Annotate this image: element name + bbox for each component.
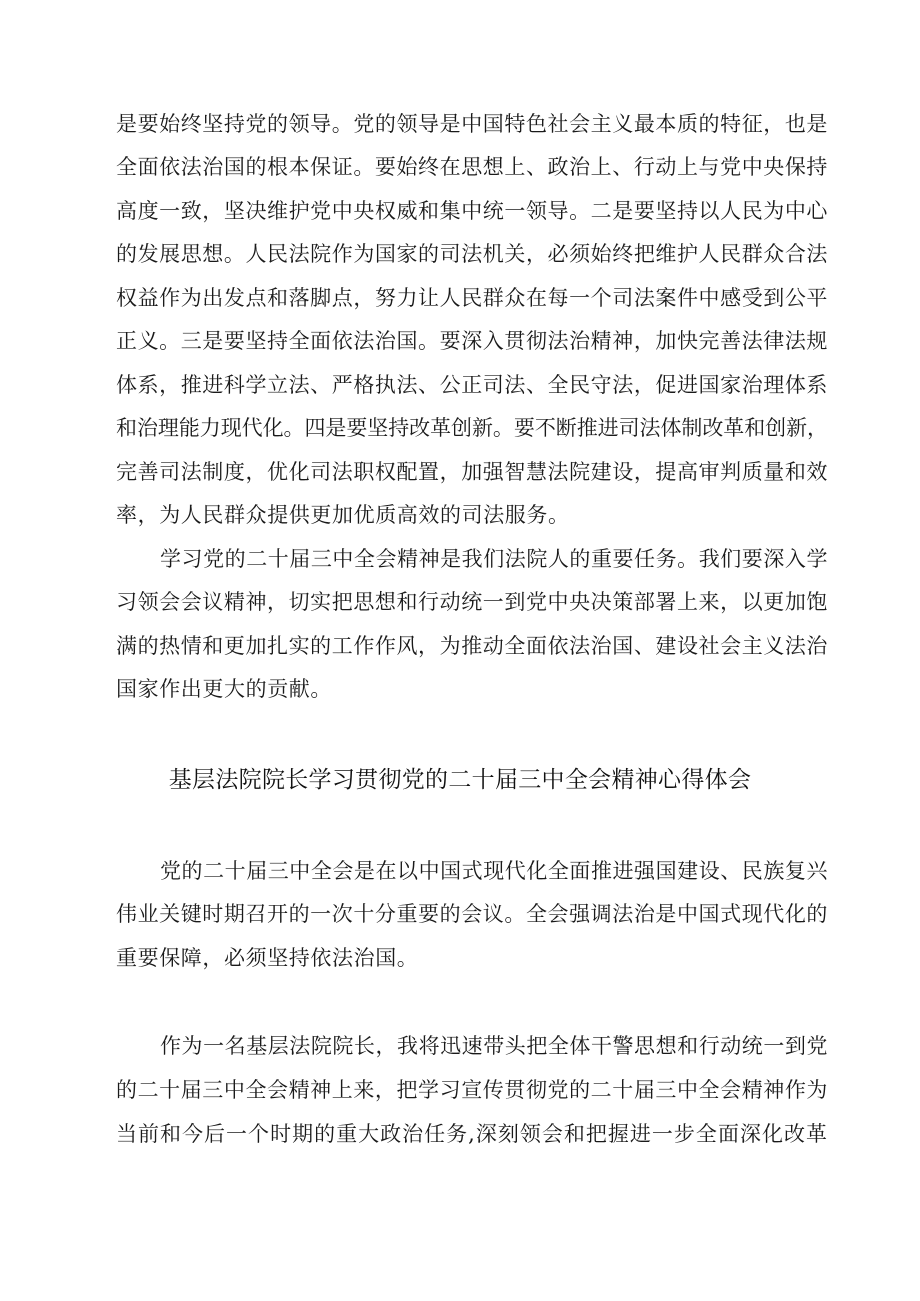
- paragraph-line: 全面依法治国的根本保证。要始终在思想上、政治上、行动上与党中央保持: [116, 155, 829, 179]
- paragraph-line: 高度一致，坚决维护党中央权威和集中统一领导。二是要坚持以人民为中心: [116, 199, 829, 223]
- paragraph-line: 率，为人民群众提供更加优质高效的司法服务。: [116, 503, 570, 527]
- paragraph-line: 伟业关键时期召开的一次十分重要的会议。全会强调法治是中国式现代化的: [116, 902, 829, 926]
- paragraph-line: 正义。三是要坚持全面依法治国。要深入贯彻法治精神，加快完善法律法规: [116, 329, 829, 353]
- paragraph-line: 学习党的二十届三中全会精神是我们法院人的重要任务。我们要深入学: [160, 547, 828, 571]
- paragraph-line: 党的二十届三中全会是在以中国式现代化全面推进强国建设、民族复兴: [160, 859, 828, 883]
- paragraph-line: 的二十届三中全会精神上来，把学习宣传贯彻党的二十届三中全会精神作为: [116, 1078, 829, 1102]
- paragraph-line: 习领会会议精神，切实把思想和行动统一到党中央决策部署上来，以更加饱: [116, 590, 829, 614]
- paragraph-line: 权益作为出发点和落脚点，努力让人民群众在每一个司法案件中感受到公平: [116, 286, 829, 310]
- paragraph-line: 当前和今后一个时期的重大政治任务,深刻领会和把握进一步全面深化改革: [116, 1122, 828, 1146]
- paragraph-line: 完善司法制度，优化司法职权配置，加强智慧法院建设，提高审判质量和效: [116, 460, 829, 484]
- paragraph-line: 体系，推进科学立法、严格执法、公正司法、全民守法，促进国家治理体系: [116, 373, 829, 397]
- paragraph-line: 和治理能力现代化。四是要坚持改革创新。要不断推进司法体制改革和创新，: [116, 416, 828, 440]
- section-title: 基层法院院长学习贯彻党的二十届三中全会精神心得体会: [168, 767, 752, 793]
- paragraph-line: 作为一名基层法院院长，我将迅速带头把全体干警思想和行动统一到党: [160, 1034, 828, 1058]
- paragraph-line: 的发展思想。人民法院作为国家的司法机关，必须始终把维护人民群众合法: [116, 242, 829, 266]
- paragraph-line: 重要保障，必须坚持依法治国。: [116, 946, 419, 970]
- paragraph-line: 是要始终坚持党的领导。党的领导是中国特色社会主义最本质的特征，也是: [116, 112, 829, 136]
- paragraph-line: 满的热情和更加扎实的工作作风，为推动全面依法治国、建设社会主义法治: [116, 634, 829, 658]
- paragraph-line: 国家作出更大的贡献。: [116, 677, 332, 701]
